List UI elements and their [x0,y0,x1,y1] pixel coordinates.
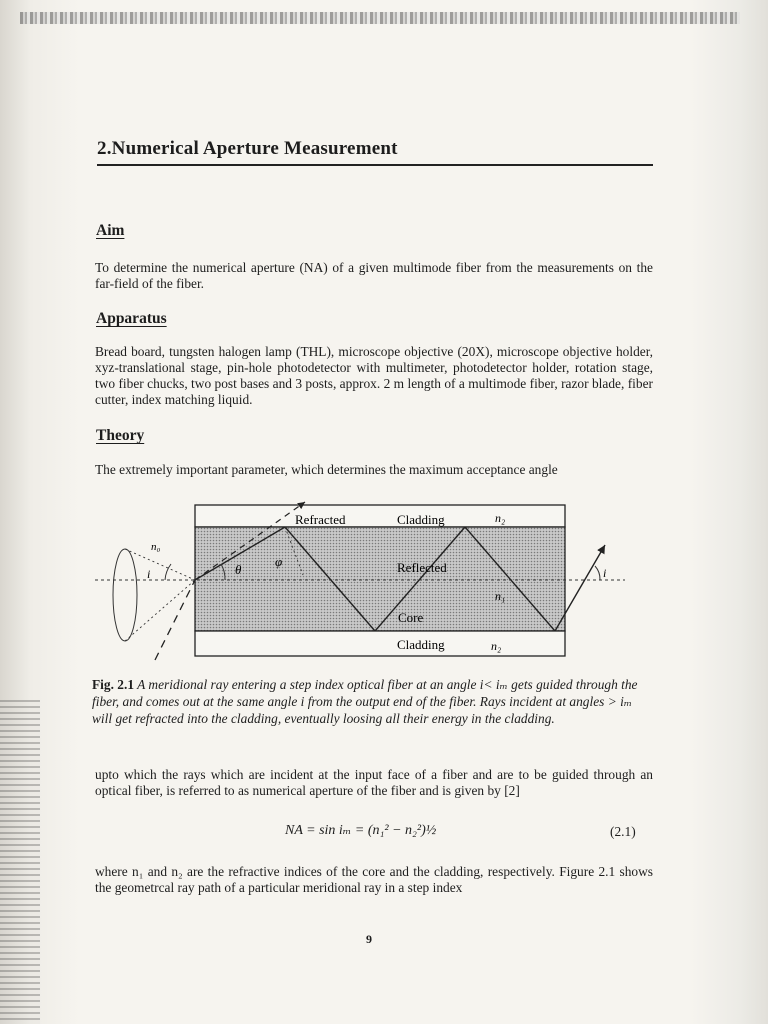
theory-heading: Theory [96,427,145,444]
aim-heading: Aim [96,222,125,239]
incident-ray [155,580,195,660]
figure-caption-label: Fig. 2.1 [92,677,135,692]
theory-intro: The extremely important parameter, which determines the maximum acceptance angle [95,462,558,477]
theory-after-equation: where n₁ and n₂ are the refractive indices of the core and the cladding, respectively. Figure 2.1 shows the geometrcal ray path of a particular meridional ray in a step index [95,864,653,895]
label-n2-bottom: n₂ [491,639,502,653]
label-cladding-bottom: Cladding [397,637,445,652]
equation-number: (2.1) [610,824,636,839]
exit-angle-arc [595,566,600,580]
cone-edge-lower [125,580,195,641]
figure-caption-text: A meridional ray entering a step index optical fiber at an angle i< iₘ gets guided through the fiber, and comes out at the same angle i from the output end of the fiber. Rays incident at angles > iₘ will get refracted into the cladding, eventually loosing all their energy in the cladding. [92,677,638,726]
cladding-top-layer [195,505,565,527]
numerical-aperture-equation: NA = sin iₘ = (n₁² − n₂²)½ [285,823,437,838]
label-phi: φ [275,554,283,569]
label-refracted: Refracted [295,512,346,527]
label-i-output: i [603,566,607,580]
cladding-bottom-layer [195,631,565,656]
page-title: 2.Numerical Aperture Measurement [97,138,653,166]
label-theta: θ [235,562,242,577]
label-i-input: i [147,567,151,581]
apparatus-heading: Apparatus [96,310,167,327]
figure-caption [92,676,652,727]
label-reflected: Reflected [397,560,447,575]
label-n2-top: n₂ [495,511,506,525]
apparatus-text: Bread board, tungsten halogen lamp (THL), microscope objective (20X), microscope objective holder, xyz-translational stage, pin-hole photodetector with multimeter, photodetector holder, rotation stage, two fiber chucks, two post bases and 3 posts, approx. 2 m length of a multimode fiber, razor blade, fiber cutter, index matching liquid. [95,344,653,407]
page-number: 9 [366,932,372,946]
incidence-arc [165,564,171,580]
label-n1: n₁ [495,589,506,603]
aim-text: To determine the numerical aperture (NA) of a given multimode fiber from the measurements on the far-field of the fiber. [95,260,653,291]
theory-continuation: upto which the rays which are incident at the input face of a fiber and are to be guided through an optical fiber, is referred to as numerical aperture of the fiber and is given by [2] [95,767,653,798]
label-core: Core [398,610,424,625]
label-cladding-top: Cladding [397,512,445,527]
scan-artifact-left-edge [0,700,40,1024]
scan-artifact-top [20,12,740,24]
label-n0: n₀ [151,541,161,553]
fiber-ray-diagram [95,500,635,670]
acceptance-cone-ellipse [113,549,137,641]
